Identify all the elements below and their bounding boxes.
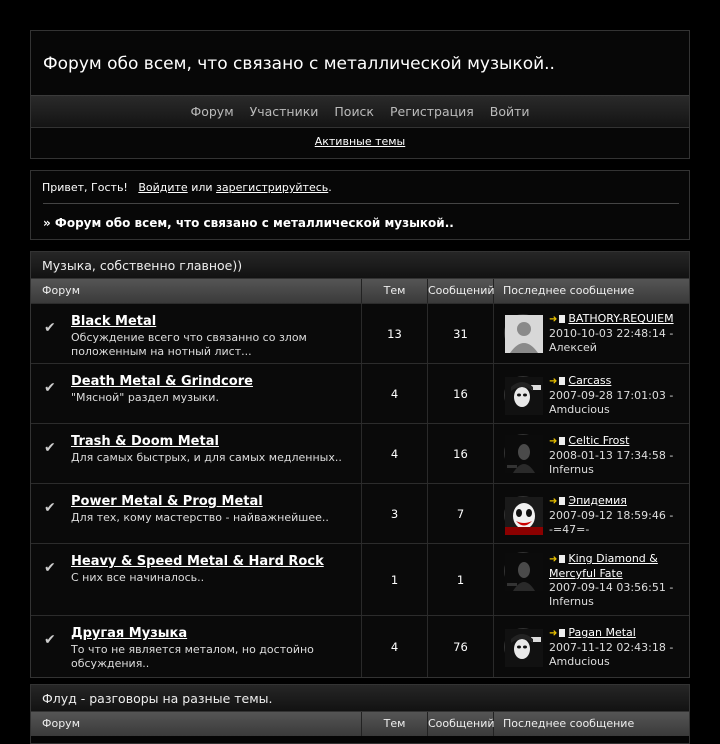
arrow-right-icon[interactable]: ➜ bbox=[549, 554, 558, 565]
last-post-info bbox=[549, 494, 689, 537]
nav-login[interactable]: Войти bbox=[489, 104, 530, 119]
last-post-author: Amducious bbox=[549, 403, 610, 416]
forum-cell bbox=[31, 544, 362, 615]
forum-row bbox=[31, 303, 689, 363]
last-post-info bbox=[549, 434, 689, 477]
forum-row bbox=[31, 423, 689, 483]
last-post-info bbox=[549, 312, 689, 355]
posts-cell bbox=[428, 484, 494, 543]
post-count: 16 bbox=[453, 446, 468, 461]
period-text: . bbox=[328, 181, 332, 194]
forum-cell bbox=[31, 616, 362, 677]
document-icon bbox=[559, 497, 565, 505]
topics-cell bbox=[362, 616, 428, 677]
divider bbox=[43, 203, 679, 204]
last-post-author: Amducious bbox=[549, 655, 610, 668]
nav-members[interactable]: Участники bbox=[249, 104, 319, 119]
arrow-right-icon[interactable]: ➜ bbox=[549, 314, 558, 325]
document-icon bbox=[559, 437, 565, 445]
nav-register[interactable]: Регистрация bbox=[389, 104, 474, 119]
category-title: Музыка, собственно главное)) bbox=[31, 252, 689, 279]
col-last-post: Последнее сообщение bbox=[503, 284, 635, 297]
last-topic-link[interactable]: Pagan Metal bbox=[568, 626, 636, 639]
forum-name-link[interactable]: Trash & Doom Metal bbox=[71, 434, 219, 449]
col-topics: Тем bbox=[362, 712, 428, 736]
nav-search[interactable]: Поиск bbox=[334, 104, 374, 119]
forum-name-link[interactable]: Heavy & Speed Metal & Hard Rock bbox=[71, 554, 324, 569]
post-count: 31 bbox=[453, 326, 468, 341]
last-post-cell bbox=[494, 304, 691, 363]
last-post-date: 2007-09-12 18:59:46 - bbox=[549, 509, 674, 522]
topic-count: 4 bbox=[390, 446, 399, 461]
col-topics: Тем bbox=[362, 279, 428, 303]
col-last-post: Последнее сообщение bbox=[503, 717, 635, 730]
forum-cell bbox=[31, 424, 362, 483]
register-link[interactable]: зарегистрируйтесь bbox=[216, 181, 329, 194]
col-posts: Сообщений bbox=[428, 712, 494, 736]
forum-cell bbox=[31, 304, 362, 363]
category-flood bbox=[30, 684, 690, 744]
posts-cell bbox=[428, 424, 494, 483]
checkmark-icon: ✔ bbox=[44, 440, 56, 456]
forum-description: "Мясной" раздел музыки. bbox=[71, 391, 219, 404]
last-post-date: 2008-01-13 17:34:58 - bbox=[549, 449, 674, 462]
col-forum: Форум bbox=[31, 712, 362, 736]
topic-count: 3 bbox=[390, 506, 399, 521]
checkmark-icon: ✔ bbox=[44, 632, 56, 648]
forum-header bbox=[30, 30, 690, 159]
col-posts: Сообщений bbox=[428, 279, 494, 303]
post-count: 16 bbox=[453, 386, 468, 401]
last-post-cell bbox=[494, 364, 691, 423]
checkmark-icon: ✔ bbox=[44, 320, 56, 336]
arrow-right-icon[interactable]: ➜ bbox=[549, 628, 558, 639]
avatar[interactable] bbox=[504, 552, 542, 590]
greeting-text: Привет, Гость! bbox=[42, 181, 128, 194]
forum-description: С них все начиналось.. bbox=[71, 571, 205, 584]
topic-count: 1 bbox=[390, 572, 399, 587]
topic-count: 4 bbox=[390, 386, 399, 401]
last-post-info bbox=[549, 626, 689, 669]
forum-row bbox=[31, 543, 689, 615]
posts-cell bbox=[428, 616, 494, 677]
last-post-cell bbox=[494, 484, 691, 543]
topics-cell bbox=[362, 544, 428, 615]
topics-cell bbox=[362, 364, 428, 423]
forum-name-link[interactable]: Другая Музыка bbox=[71, 626, 188, 641]
forum-name-link[interactable]: Black Metal bbox=[71, 314, 157, 329]
forum-cell bbox=[31, 364, 362, 423]
last-post-date: 2007-09-28 17:01:03 - bbox=[549, 389, 674, 402]
arrow-right-icon[interactable]: ➜ bbox=[549, 496, 558, 507]
greeting-line bbox=[42, 181, 332, 194]
arrow-right-icon[interactable]: ➜ bbox=[549, 436, 558, 447]
avatar[interactable] bbox=[504, 496, 542, 534]
board-title: Форум обо всем, что связано с металлической музыкой.. bbox=[43, 54, 555, 74]
last-post-author: Алексей bbox=[549, 341, 597, 354]
post-count: 7 bbox=[456, 506, 465, 521]
last-topic-link[interactable]: Carcass bbox=[568, 374, 612, 387]
document-icon bbox=[559, 377, 565, 385]
column-headers bbox=[31, 712, 689, 736]
column-headers bbox=[31, 279, 689, 303]
last-post-cell bbox=[494, 544, 691, 615]
category-music bbox=[30, 251, 690, 678]
avatar[interactable] bbox=[504, 376, 542, 414]
main-navbar bbox=[31, 95, 689, 128]
topics-cell bbox=[362, 424, 428, 483]
forum-name-link[interactable]: Death Metal & Grindcore bbox=[71, 374, 253, 389]
document-icon bbox=[559, 315, 565, 323]
document-icon bbox=[559, 555, 565, 563]
last-topic-link[interactable]: King Diamond & Mercyful Fate bbox=[549, 552, 658, 580]
last-post-author: Infernus bbox=[549, 463, 594, 476]
forum-row bbox=[31, 615, 689, 677]
forum-cell bbox=[31, 484, 362, 543]
forum-row bbox=[31, 363, 689, 423]
forum-description: Обсуждение всего что связанно со злом положенным на нотный лист... bbox=[71, 331, 307, 358]
col-forum: Форум bbox=[31, 279, 362, 303]
last-post-cell bbox=[494, 424, 691, 483]
last-post-cell bbox=[494, 616, 691, 677]
or-text: или bbox=[191, 181, 213, 194]
checkmark-icon: ✔ bbox=[44, 380, 56, 396]
document-icon bbox=[559, 629, 565, 637]
last-topic-link[interactable]: Celtic Frost bbox=[568, 434, 630, 447]
posts-cell bbox=[428, 364, 494, 423]
topic-count: 4 bbox=[390, 639, 399, 654]
forum-name-link[interactable]: Power Metal & Prog Metal bbox=[71, 494, 263, 509]
last-post-author: Infernus bbox=[549, 595, 594, 608]
arrow-right-icon[interactable]: ➜ bbox=[549, 376, 558, 387]
checkmark-icon: ✔ bbox=[44, 500, 56, 516]
forum-description: Для самых быстрых, и для самых медленных.. bbox=[71, 451, 342, 464]
post-count: 76 bbox=[453, 639, 468, 654]
forum-description: То что не является металом, но достойно обсуждения.. bbox=[71, 643, 314, 670]
posts-cell bbox=[428, 304, 494, 363]
topics-cell bbox=[362, 304, 428, 363]
last-post-date: 2007-11-12 02:43:18 - bbox=[549, 641, 674, 654]
posts-cell bbox=[428, 544, 494, 615]
last-topic-link[interactable]: Эпидемия bbox=[568, 494, 627, 507]
last-post-date: 2010-10-03 22:48:14 - bbox=[549, 327, 674, 340]
checkmark-icon: ✔ bbox=[44, 560, 56, 576]
login-link[interactable]: Войдите bbox=[138, 181, 188, 194]
forum-list bbox=[31, 303, 689, 677]
last-topic-link[interactable]: BATHORY-REQUIEM bbox=[568, 312, 674, 325]
active-topics-link[interactable]: Активные темы bbox=[314, 135, 406, 148]
last-post-info bbox=[549, 374, 689, 417]
avatar[interactable] bbox=[504, 314, 542, 352]
last-post-date: 2007-09-14 03:56:51 - bbox=[549, 581, 674, 594]
category-title: Флуд - разговоры на разные темы. bbox=[31, 685, 689, 712]
post-count: 1 bbox=[456, 572, 465, 587]
nav-forum[interactable]: Форум bbox=[190, 104, 234, 119]
avatar[interactable] bbox=[504, 628, 542, 666]
breadcrumb[interactable]: » Форум обо всем, что связано с металлической музыкой.. bbox=[43, 216, 454, 230]
topics-cell bbox=[362, 484, 428, 543]
topic-count: 13 bbox=[387, 326, 402, 341]
last-post-info bbox=[549, 552, 689, 609]
forum-row bbox=[31, 483, 689, 543]
avatar[interactable] bbox=[504, 434, 542, 472]
welcome-box bbox=[30, 170, 690, 240]
forum-description: Для тех, кому мастерство - найважнейшее.. bbox=[71, 511, 329, 524]
last-post-author: -=47=- bbox=[549, 523, 590, 536]
